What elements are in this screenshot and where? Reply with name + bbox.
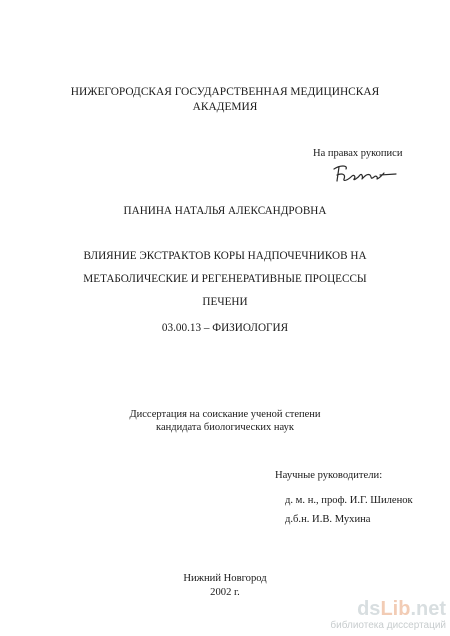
supervisors-label: Научные руководители: — [275, 470, 383, 481]
institution-line-1: НИЖЕГОРОДСКАЯ ГОСУДАРСТВЕННАЯ МЕДИЦИНСКАЯ — [70, 86, 380, 98]
manuscript-rights-label: На правах рукописи — [313, 148, 403, 159]
dissertation-title-line-3: ПЕЧЕНИ — [202, 296, 248, 308]
supervisor-2: д.б.н. И.В. Мухина — [285, 514, 371, 525]
specialty-code: 03.00.13 – ФИЗИОЛОГИЯ — [161, 322, 289, 334]
year: 2002 г. — [210, 587, 240, 598]
degree-line-2: кандидата биологических наук — [156, 422, 294, 433]
institution-name — [0, 85, 450, 115]
dissertation-title-line-1: ВЛИЯНИЕ ЭКСТРАКТОВ КОРЫ НАДПОЧЕЧНИКОВ НА — [83, 250, 367, 262]
author-name: ПАНИНА НАТАЛЬЯ АЛЕКСАНДРОВНА — [123, 205, 327, 217]
city: Нижний Новгород — [183, 573, 267, 584]
handwritten-signature — [330, 161, 400, 187]
dslib-logo: dsLib.net — [357, 598, 446, 620]
institution-line-2: АКАДЕМИЯ — [192, 101, 258, 113]
dissertation-title-line-2: МЕТАБОЛИЧЕСКИЕ И РЕГЕНЕРАТИВНЫЕ ПРОЦЕССЫ — [83, 273, 367, 285]
degree-line-1: Диссертация на соискание ученой степени — [129, 409, 321, 420]
dslib-watermark — [330, 598, 446, 632]
dslib-subtitle: библиотека диссертаций — [330, 620, 446, 631]
supervisor-1: д. м. н., проф. И.Г. Шиленок — [285, 495, 413, 506]
